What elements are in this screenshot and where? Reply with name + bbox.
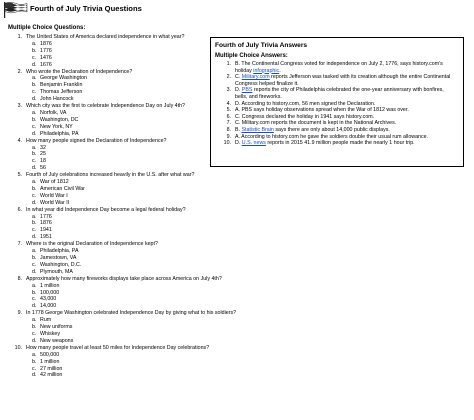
option-letter: b. [32, 220, 37, 227]
question-text: Fourth of July celebrations increased heavily in the U.S. after what war? [26, 172, 195, 179]
answer-text: C. Congress declared the holiday in 1941 says history.com. [235, 113, 375, 120]
option-text: New York, NY [40, 123, 73, 130]
option-text: 18 [40, 158, 46, 165]
option-text: Jamestown, VA [40, 255, 77, 261]
question-number: 8. [17, 275, 22, 282]
option-text: 27 million [40, 365, 63, 372]
question-text: How many people signed the Declaration of Independence? [26, 137, 167, 144]
question-item [0, 275, 222, 283]
option-letter: a. [32, 75, 37, 82]
option-text: Philadelphia, PA [40, 130, 79, 137]
answer-option [0, 131, 205, 138]
option-letter: c. [32, 54, 37, 61]
answer-option [0, 82, 205, 89]
answer-option [0, 179, 205, 186]
answer-option [0, 269, 205, 276]
option-letter: a. [32, 40, 37, 47]
answer-number: 5. [226, 107, 231, 114]
option-letter: d. [32, 268, 37, 275]
answer-number: 6. [226, 113, 231, 120]
option-letter: c. [32, 365, 37, 372]
answer-number: 9. [226, 133, 231, 140]
source-link[interactable]: infographic [253, 67, 280, 74]
option-text: 1476 [40, 54, 52, 61]
question-text: Where is the original Declaration of Independence kept? [26, 241, 158, 248]
option-letter: c. [32, 261, 37, 268]
option-text: New uniforms [40, 324, 73, 331]
source-link[interactable]: PBS [241, 87, 253, 94]
option-letter: d. [32, 96, 37, 103]
answer-option [0, 200, 205, 207]
answer-option [0, 151, 205, 158]
question-item [0, 172, 205, 179]
question-item [0, 310, 237, 317]
option-letter: b. [32, 289, 37, 296]
answer-number: 8. [226, 126, 231, 133]
answer-item [211, 107, 463, 114]
answer-number: 2. [226, 74, 231, 81]
answer-option [0, 296, 205, 303]
option-letter: d. [32, 165, 37, 172]
option-letter: b. [32, 324, 37, 331]
answer-text: says there are only about 14,000 public displays. [273, 126, 390, 133]
question-number: 6. [17, 206, 22, 213]
question-text: Which city was the first to celebrate Independence Day on July 4th? [26, 103, 185, 110]
option-text: 1 million [40, 282, 60, 289]
answer-text: A. PBS says holiday observations spread when the War of 1812 was over. [235, 107, 409, 114]
answer-text: B. [235, 126, 242, 133]
option-text: Benjamin Franklin [40, 82, 83, 89]
answer-option [0, 283, 205, 290]
answer-option [0, 186, 205, 193]
answer-option [0, 214, 205, 221]
option-letter: c. [32, 158, 37, 165]
answer-option [0, 262, 205, 269]
option-text: World War I [40, 192, 68, 199]
question-item [0, 69, 205, 76]
answers-box [210, 37, 464, 167]
answer-text: D. [235, 140, 242, 147]
option-letter: d. [32, 130, 37, 137]
question-text: Who wrote the Declaration of Independence? [26, 68, 133, 75]
answer-option [0, 55, 205, 62]
option-text: 1776 [40, 47, 52, 54]
answer-number: 3. [226, 87, 231, 94]
option-letter: a. [32, 144, 37, 151]
option-text: New weapons [40, 337, 74, 344]
answer-option [0, 290, 205, 297]
answer-text: . [279, 67, 281, 74]
answer-option [0, 158, 205, 165]
answer-number: 1. [226, 61, 231, 67]
answer-item [211, 101, 463, 108]
option-text: George Washington [40, 75, 87, 82]
answer-option [0, 255, 205, 262]
answer-item [211, 61, 463, 74]
option-letter: d. [32, 303, 37, 310]
option-letter: b. [32, 116, 37, 123]
option-letter: c. [32, 330, 37, 337]
question-item [0, 138, 205, 145]
answer-option [0, 234, 205, 241]
answer-option [0, 220, 205, 227]
answer-option [0, 41, 205, 48]
option-text: American Civil War [40, 185, 85, 192]
option-text: 32 [40, 144, 46, 151]
answer-item [211, 140, 463, 147]
answer-text: A. According to history.com he gave the soldiers double their usual rum allowance. [235, 133, 429, 140]
option-letter: a. [32, 213, 37, 220]
option-text: 43,000 [40, 296, 57, 303]
answer-option [0, 193, 205, 200]
question-number: 7. [17, 241, 22, 248]
answer-text: C. [235, 74, 242, 81]
option-text: 1776 [40, 213, 52, 220]
question-number: 5. [17, 172, 22, 179]
answer-text: C. Military.com reports the document is kept in the National Archives. [235, 120, 397, 127]
answer-option [0, 110, 205, 117]
option-text: Plymouth, MA [40, 268, 73, 275]
question-text: In 1778 George Washington celebrated Independence Day by giving what to his soldiers? [26, 310, 237, 317]
answer-item [211, 127, 463, 134]
option-text: World War II [40, 199, 70, 206]
option-letter: a. [32, 317, 37, 324]
option-letter: c. [32, 192, 37, 199]
answer-option [0, 303, 205, 310]
question-text: In what year did Independence Day become a legal federal holiday? [26, 206, 186, 213]
option-text: 42 million [40, 372, 63, 379]
option-text: 14,000 [40, 303, 57, 310]
option-text: Washington, DC [40, 116, 79, 123]
question-item [0, 207, 205, 214]
question-number: 9. [17, 310, 22, 317]
answer-option [0, 89, 205, 96]
option-text: 1951 [40, 234, 52, 241]
option-text: Rum [40, 317, 52, 324]
question-number: 3. [17, 103, 22, 110]
option-letter: b. [32, 185, 37, 192]
answer-option [0, 124, 205, 131]
answer-option [0, 96, 205, 103]
option-letter: b. [32, 151, 37, 158]
option-letter: c. [32, 296, 37, 303]
option-text: Thomas Jefferson [40, 89, 83, 96]
answer-option [0, 359, 205, 366]
answer-text: B. The Continental Congress voted for independence on July 2, 1776, says history.com's holiday [235, 61, 443, 74]
answer-number: 10. [223, 140, 231, 147]
answer-option [0, 227, 205, 234]
answer-option [0, 165, 205, 172]
answer-number: 7. [226, 120, 231, 127]
source-link[interactable]: Statistic Brain [241, 126, 274, 133]
option-letter: a. [32, 351, 37, 358]
option-letter: b. [32, 82, 37, 89]
answer-option [0, 352, 205, 359]
answer-item [211, 87, 463, 100]
option-letter: d. [32, 337, 37, 344]
question-number: 4. [17, 137, 22, 144]
american-flag-icon [4, 2, 28, 18]
option-text: 56 [40, 165, 46, 172]
option-text: War of 1812 [40, 179, 69, 186]
answer-text: reports in 2015 41.9 million people made the nearly 1 hour trip. [265, 140, 415, 147]
option-text: 1876 [40, 40, 52, 47]
option-letter: b. [32, 255, 37, 261]
option-text: Philadelphia, PA [40, 248, 79, 255]
answers-title: Fourth of July Trivia Answers [215, 42, 308, 49]
answer-option [0, 248, 205, 255]
answer-option [0, 324, 205, 331]
option-text: 1876 [40, 220, 52, 227]
question-item [0, 103, 205, 110]
question-item [0, 241, 205, 248]
question-item [0, 344, 210, 352]
option-text: 1941 [40, 227, 52, 234]
option-letter: d. [32, 372, 37, 379]
question-item [0, 34, 205, 41]
option-text: Whiskey [40, 330, 61, 337]
option-letter: d. [32, 234, 37, 241]
answer-option [0, 331, 205, 338]
option-text: 500,000 [40, 351, 60, 358]
question-number: 10. [14, 344, 22, 351]
page-title: Fourth of July Trivia Questions [30, 4, 142, 13]
answers-heading: Multiple Choice Answers: [215, 53, 288, 59]
answer-item [211, 120, 463, 127]
questions-heading: Multiple Choice Questions: [8, 25, 86, 31]
question-text: The United States of America declared independence in what year? [26, 34, 185, 40]
answer-option [0, 317, 205, 324]
option-letter: a. [32, 179, 37, 186]
answers-list [211, 61, 463, 147]
option-text: 25 [40, 151, 46, 158]
question-number: 1. [17, 34, 22, 40]
answer-item [211, 114, 463, 121]
option-letter: c. [32, 123, 37, 130]
answer-text: D. [235, 87, 242, 94]
answer-option [0, 145, 205, 152]
source-link[interactable]: U.S. news [241, 140, 266, 147]
answer-text: reports the city of Philadelphia celebrated the one-year anniversary with bonfires, bells, and fireworks. [235, 87, 444, 100]
option-text: Washington, D.C. [40, 261, 82, 268]
option-letter: b. [32, 47, 37, 54]
answer-option [0, 372, 205, 379]
question-text: How many people travel at least 50 miles for Independence Day celebrations? [26, 344, 210, 351]
option-text: 1676 [40, 61, 52, 68]
option-text: 100,000 [40, 289, 60, 296]
answer-item [211, 134, 463, 141]
answer-number: 4. [226, 100, 231, 107]
option-text: 1 million [40, 358, 60, 365]
option-letter: a. [32, 248, 37, 255]
option-letter: d. [32, 61, 37, 68]
answer-text: D. According to history.com, 56 men signed the Declaration. [235, 100, 376, 107]
source-link[interactable]: Military.com [241, 74, 270, 81]
answer-option [0, 338, 205, 345]
option-letter: a. [32, 109, 37, 116]
questions-list [0, 34, 237, 379]
option-letter: b. [32, 358, 37, 365]
option-letter: d. [32, 199, 37, 206]
answer-option [0, 75, 205, 82]
option-text: Norfolk, VA [40, 109, 67, 116]
option-text: John Hancock [40, 96, 74, 103]
option-letter: a. [32, 282, 37, 289]
option-letter: c. [32, 227, 37, 234]
answer-text: reports Jefferson was tasked with its creation although the entire Continental Congress helped finalize it. [235, 74, 451, 87]
question-text: Approximately how many fireworks displays take place across America on July 4th? [26, 275, 222, 282]
answer-option [0, 62, 205, 69]
answer-item [211, 74, 463, 87]
answer-option [0, 117, 205, 124]
question-number: 2. [17, 68, 22, 75]
option-letter: c. [32, 89, 37, 96]
answer-option [0, 366, 205, 373]
answer-option [0, 48, 205, 55]
